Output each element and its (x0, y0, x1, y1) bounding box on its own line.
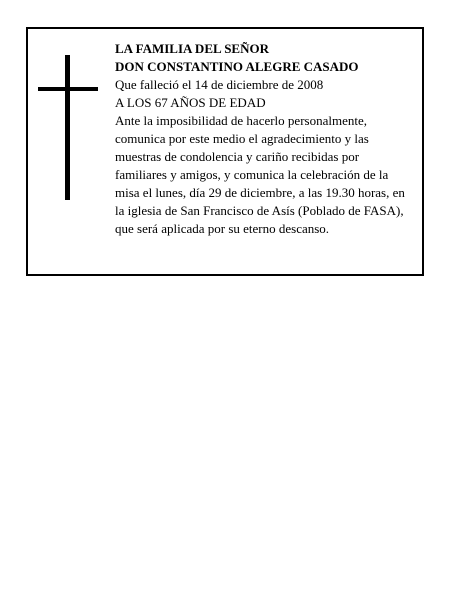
age-line: A LOS 67 AÑOS DE EDAD (115, 95, 266, 110)
heading-line-2: DON CONSTANTINO ALEGRE CASADO (115, 59, 359, 74)
cross-vertical-bar (65, 55, 70, 200)
body-line-7: que será aplicada por su eterno descanso. (115, 221, 330, 236)
body-line-1: Ante la imposibilidad de hacerlo personalmente, (115, 113, 367, 128)
notice-text (115, 40, 420, 238)
heading-line-1: LA FAMILIA DEL SEÑOR (115, 41, 269, 56)
death-date-line: Que falleció el 14 de diciembre de 2008 (115, 77, 324, 92)
cross-horizontal-bar (38, 87, 98, 91)
body-line-2: comunica por este medio el agradecimiento y las (115, 131, 369, 146)
obituary-notice (26, 27, 424, 276)
body-line-4: familiares y amigos, y comunica la celebración de la (115, 167, 389, 182)
body-line-6: la iglesia de San Francisco de Asís (Poblado de FASA), (115, 203, 404, 218)
latin-cross-icon (38, 55, 98, 200)
body-line-5: misa el lunes, día 29 de diciembre, a las 19.30 horas, en (115, 185, 405, 200)
body-line-3: muestras de condolencia y cariño recibidas por (115, 149, 360, 164)
